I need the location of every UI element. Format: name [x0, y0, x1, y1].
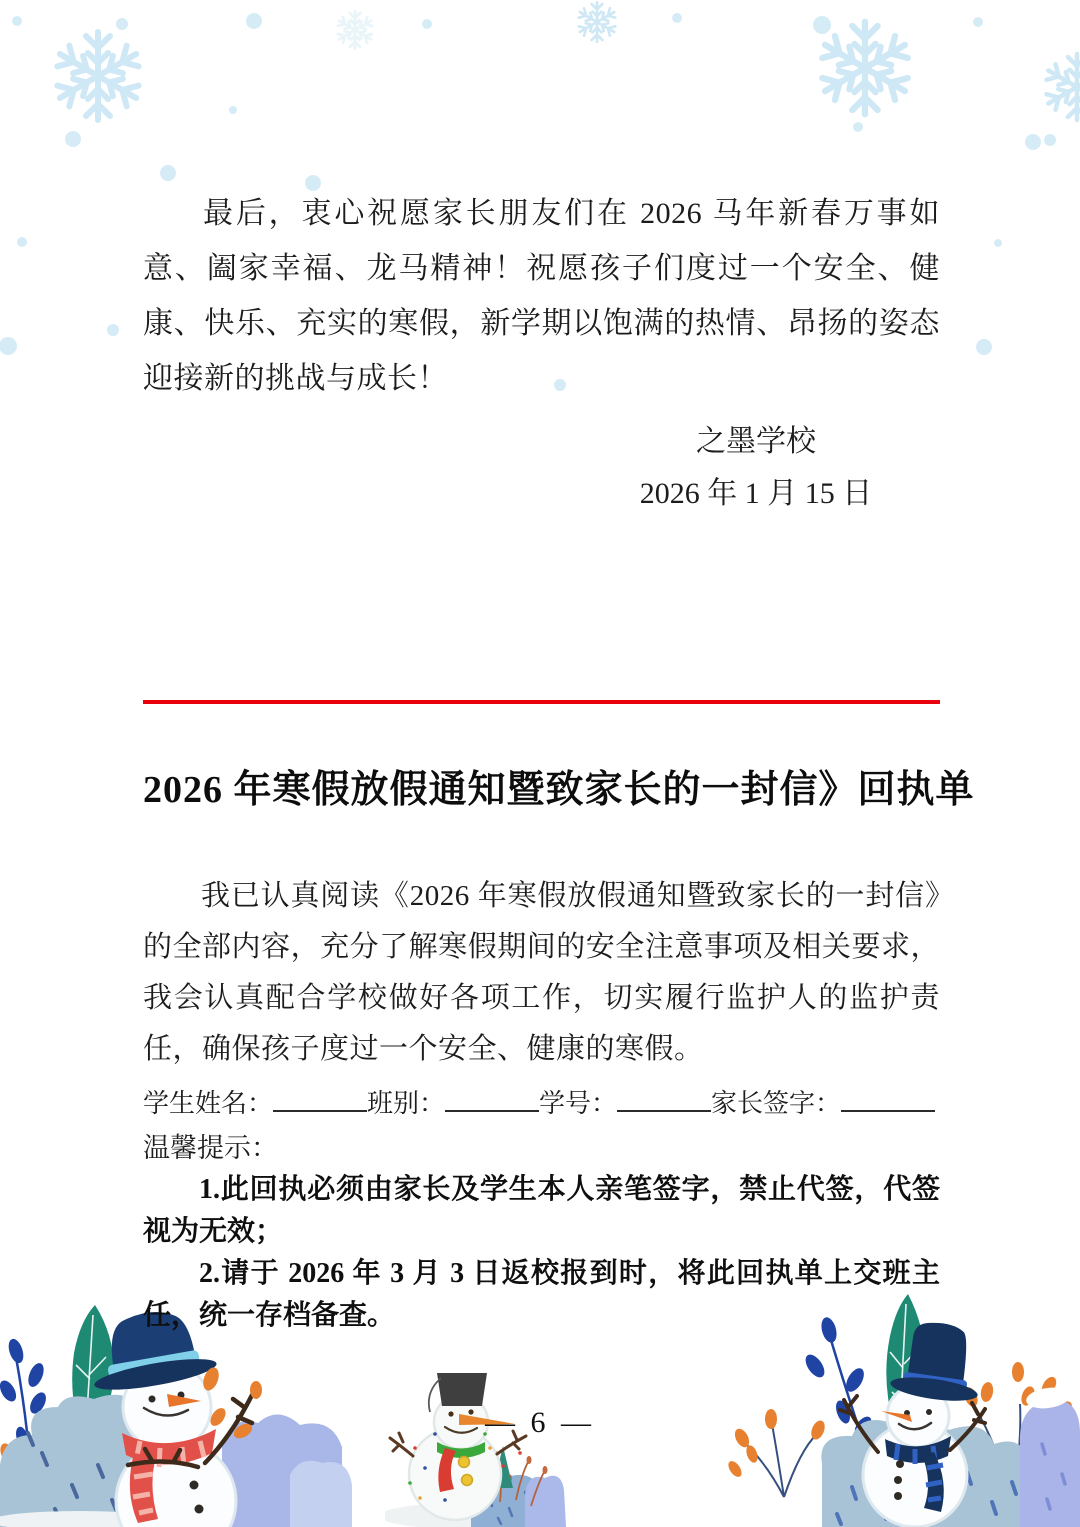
student-id-blank: [617, 1086, 711, 1112]
student-id-label: 学号：: [539, 1089, 618, 1118]
snow-mound: [290, 1461, 352, 1527]
signature-block: [586, 416, 926, 520]
snowman-button: [190, 1481, 199, 1490]
snowflake-icon: [1044, 54, 1080, 120]
snowman-button: [459, 1457, 470, 1468]
parent-signature-blank: [841, 1086, 935, 1112]
snowman-button: [894, 1476, 902, 1484]
tips-heading: 温馨提示：: [143, 1133, 278, 1163]
orange-berries-icon: [250, 1381, 262, 1399]
tip-item-1: 1.此回执必须由家长及学生本人亲笔签字，禁止代签，代签视为无效；: [143, 1174, 940, 1247]
snowman-button: [896, 1460, 904, 1468]
class-field: [367, 1083, 539, 1125]
student-id-field: [539, 1083, 711, 1125]
student-name-blank: [273, 1086, 367, 1112]
parent-signature-field: [711, 1083, 935, 1125]
snow-bush: [525, 1476, 566, 1527]
class-blank: [445, 1086, 539, 1112]
receipt-body: 我已认真阅读《2026 年寒假放假通知暨致家长的一封信》的全部内容，充分了解寒假期间的安全注意事项及相关要求，我会认真配合学校做好各项工作，切实履行监护人的监护责任，确保孩子度过一个安全、健康的寒假。: [143, 880, 940, 1065]
snowflake-icon: [54, 32, 142, 120]
class-label: 班别：: [367, 1089, 446, 1118]
snowman-eye: [149, 1396, 156, 1403]
page-number: — 6 —: [485, 1406, 595, 1439]
receipt-title: 2026 年寒假放假通知暨致家长的一封信》回执单: [143, 769, 975, 811]
closing-paragraph: 最后，衷心祝愿家长朋友们在 2026 马年新春万事如意、阖家幸福、龙马精神！祝愿孩子们度过一个安全、健康、快乐、充实的寒假，新学期以饱满的热情、昂扬的姿态迎接新的挑战与成长！: [143, 197, 940, 395]
red-divider: [143, 700, 940, 704]
parent-signature-label: 家长签字：: [711, 1089, 842, 1118]
snowman-button: [894, 1492, 902, 1500]
school-signature: 之墨学校: [696, 425, 816, 458]
student-name-label: 学生姓名：: [143, 1089, 274, 1118]
snowman-button: [195, 1505, 204, 1514]
snowman-hat-icon: [437, 1373, 487, 1406]
tip-item-2: 2.请于 2026 年 3 月 3 日返校报到时，将此回执单上交班主任，统一存档备查。: [143, 1258, 940, 1331]
snowman-button: [462, 1475, 473, 1486]
letter-date: 2026 年 1 月 15 日: [639, 477, 873, 510]
receipt-form: [143, 1083, 940, 1125]
letter-content: [143, 0, 975, 1337]
snowman-center-illustration: [385, 1358, 610, 1527]
student-name-field: [143, 1083, 367, 1125]
